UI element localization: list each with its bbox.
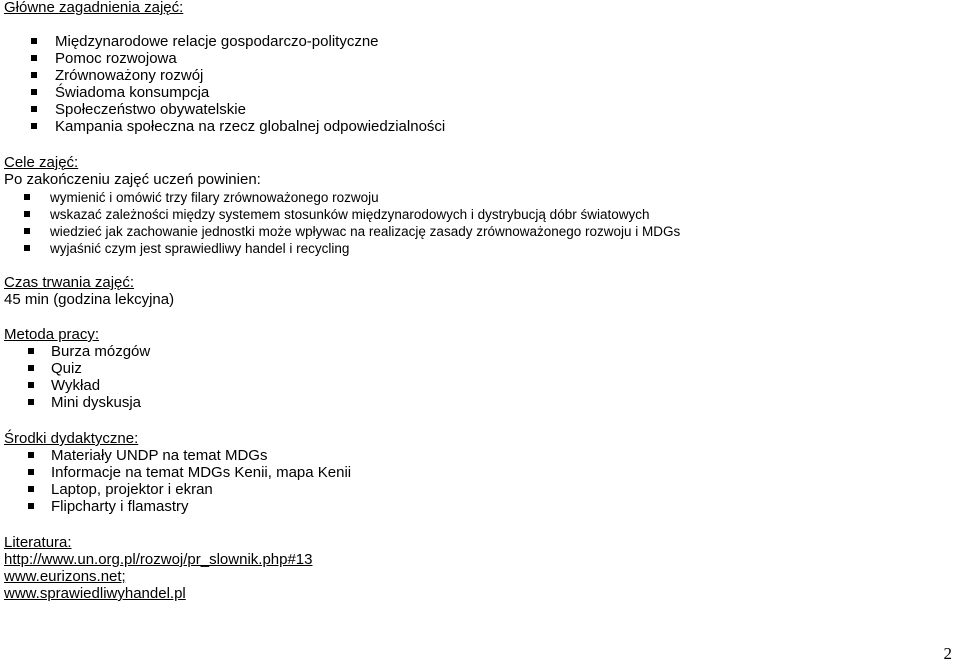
list-item: Laptop, projektor i ekran xyxy=(4,481,944,498)
list-item: Burza mózgów xyxy=(4,343,944,360)
list-item: Kampania społeczna na rzecz globalnej odpowiedzialności xyxy=(4,118,944,135)
list-item: wyjaśnić czym jest sprawiedliwy handel i recycling xyxy=(4,240,944,257)
list-item: wiedzieć jak zachowanie jednostki może wpływac na realizację zasady zrównoważonego rozwoju i MDGs xyxy=(4,223,944,240)
square-bullet-icon xyxy=(31,106,37,112)
square-bullet-icon xyxy=(24,228,30,234)
literature-heading: Literatura: xyxy=(4,534,72,551)
list-item: Międzynarodowe relacje gospodarczo-polityczne xyxy=(4,33,944,50)
list-item: Mini dyskusja xyxy=(4,394,944,411)
goals-list xyxy=(4,189,944,257)
list-item: wymienić i omówić trzy filary zrównoważonego rozwoju xyxy=(4,189,944,206)
materials-list xyxy=(4,447,944,515)
list-item: wskazać zależności między systemem stosunków międzynarodowych i dystrybucją dóbr światowych xyxy=(4,206,944,223)
square-bullet-icon xyxy=(31,72,37,78)
main-topics-list-wrap xyxy=(4,33,944,135)
duration-section xyxy=(4,274,944,308)
square-bullet-icon xyxy=(31,89,37,95)
methods-heading: Metoda pracy: xyxy=(4,326,100,343)
literature-section xyxy=(4,534,944,602)
list-item: Materiały UNDP na temat MDGs xyxy=(4,447,944,464)
square-bullet-icon xyxy=(31,55,37,61)
literature-link-sprawiedliwyhandel[interactable]: www.sprawiedliwyhandel.pl xyxy=(4,585,186,602)
literature-link-un[interactable]: http://www.un.org.pl/rozwoj/pr_slownik.php#13 xyxy=(4,551,313,568)
square-bullet-icon xyxy=(28,399,34,405)
list-item: Flipcharty i flamastry xyxy=(4,498,944,515)
main-topics-section xyxy=(4,0,944,16)
square-bullet-icon xyxy=(28,348,34,354)
duration-heading: Czas trwania zajęć: xyxy=(4,274,135,291)
square-bullet-icon xyxy=(28,452,34,458)
goals-intro: Po zakończeniu zajęć uczeń powinien: xyxy=(4,171,261,188)
goals-section xyxy=(4,154,944,257)
list-item: Świadoma konsumpcja xyxy=(4,84,944,101)
page-number: 2 xyxy=(943,644,952,663)
list-item: Informacje na temat MDGs Kenii, mapa Kenii xyxy=(4,464,944,481)
square-bullet-icon xyxy=(24,194,30,200)
methods-section xyxy=(4,326,944,411)
materials-section xyxy=(4,430,944,515)
square-bullet-icon xyxy=(28,365,34,371)
methods-list xyxy=(4,343,944,411)
square-bullet-icon xyxy=(24,211,30,217)
square-bullet-icon xyxy=(28,382,34,388)
list-item: Quiz xyxy=(4,360,944,377)
list-item: Zrównoważony rozwój xyxy=(4,67,944,84)
list-item: Społeczeństwo obywatelskie xyxy=(4,101,944,118)
square-bullet-icon xyxy=(28,486,34,492)
list-item: Pomoc rozwojowa xyxy=(4,50,944,67)
square-bullet-icon xyxy=(31,123,37,129)
square-bullet-icon xyxy=(31,38,37,44)
materials-heading: Środki dydaktyczne: xyxy=(4,430,139,447)
literature-link-eurizons[interactable]: www.eurizons.net; xyxy=(4,568,126,585)
list-item: Wykład xyxy=(4,377,944,394)
main-topics-list xyxy=(4,33,944,135)
square-bullet-icon xyxy=(28,503,34,509)
goals-heading: Cele zajęć: xyxy=(4,154,79,171)
main-topics-heading: Główne zagadnienia zajęć: xyxy=(4,0,184,16)
duration-value: 45 min (godzina lekcyjna) xyxy=(4,291,175,308)
square-bullet-icon xyxy=(24,245,30,251)
square-bullet-icon xyxy=(28,469,34,475)
